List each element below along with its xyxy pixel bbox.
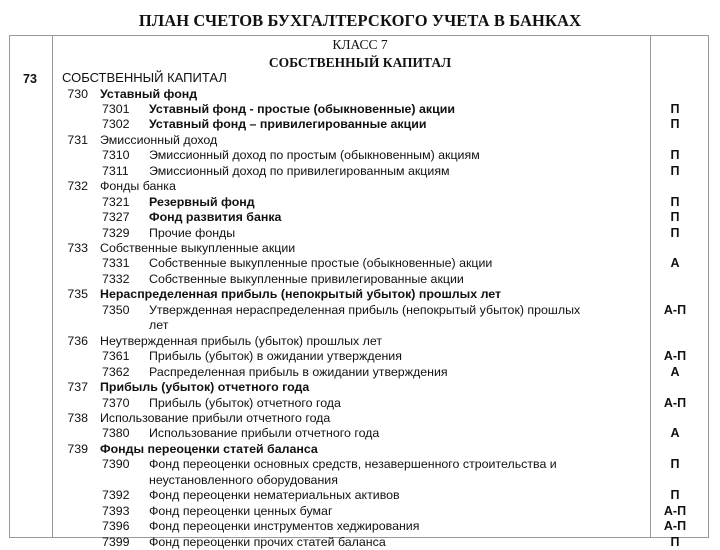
account-type: П — [670, 101, 680, 116]
class-number: КЛАСС 7 — [332, 37, 388, 52]
group-name: Использование прибыли отчетного года — [100, 410, 331, 425]
account-row — [0, 210, 720, 225]
account-name: Резервный фонд — [149, 194, 255, 209]
account-code: 7361 — [102, 349, 130, 364]
account-row — [0, 457, 720, 472]
account-row — [0, 365, 720, 380]
account-group-row — [0, 241, 720, 256]
account-row — [0, 117, 720, 132]
account-type: А-П — [663, 349, 687, 364]
group-name: Уставный фонд — [100, 86, 198, 101]
account-code: 7362 — [102, 364, 130, 379]
group-name: Прибыль (убыток) отчетного года — [100, 380, 310, 395]
account-name: Фонд переоценки инструментов хеджирования — [149, 519, 420, 534]
account-code: 7301 — [102, 101, 130, 116]
account-type: А-П — [663, 519, 687, 534]
group-name: Собственные выкупленные акции — [100, 241, 296, 255]
group-code: 736 — [67, 333, 88, 348]
account-type: П — [670, 488, 680, 503]
account-code: 7390 — [102, 457, 130, 472]
group-code: 738 — [67, 410, 88, 425]
account-type: А — [670, 426, 680, 441]
account-name: Собственные выкупленные простые (обыкновенные) акции — [149, 256, 493, 271]
class-name: СОБСТВЕННЫЙ КАПИТАЛ — [268, 55, 452, 70]
account-group-row — [0, 87, 720, 102]
account-group-row — [0, 411, 720, 426]
account-name: Уставный фонд - простые (обыкновенные) акции — [149, 101, 455, 116]
account-row — [0, 349, 720, 364]
account-name: Утвержденная нераспределенная прибыль (непокрытый убыток) прошлых — [149, 302, 581, 317]
account-name: Собственные выкупленные привилегированные акции — [149, 271, 464, 286]
group-code: 735 — [67, 287, 88, 302]
account-type: П — [670, 225, 680, 240]
account-name: Фонд переоценки нематериальных активов — [149, 488, 400, 503]
account-row — [0, 535, 720, 550]
account-code: 7392 — [102, 488, 130, 503]
account-row — [0, 318, 720, 333]
account-row — [0, 303, 720, 318]
account-code: 7302 — [102, 117, 130, 132]
account-type: А-П — [663, 302, 687, 317]
account-type: П — [670, 194, 680, 209]
group-code: 737 — [67, 380, 88, 395]
account-code: 7311 — [102, 163, 129, 178]
account-type: А-П — [663, 503, 687, 518]
account-name-continuation: лет — [149, 318, 169, 333]
account-name: Фонд переоценки прочих статей баланса — [149, 534, 386, 549]
group-code: 730 — [67, 86, 88, 101]
account-code: 7329 — [102, 225, 130, 240]
account-name: Распределенная прибыль в ожидании утверждения — [149, 364, 448, 379]
account-row — [0, 519, 720, 534]
account-row — [0, 226, 720, 241]
account-group-row — [0, 287, 720, 302]
account-name: Фонд переоценки основных средств, незавершенного строительства и — [149, 457, 557, 472]
group-code: 733 — [67, 241, 88, 255]
account-row — [0, 256, 720, 271]
account-code: 7327 — [102, 210, 130, 225]
account-group-row — [0, 179, 720, 194]
account-row — [0, 164, 720, 179]
account-row — [0, 148, 720, 163]
account-code: 7370 — [102, 395, 130, 410]
account-name: Использование прибыли отчетного года — [149, 426, 380, 441]
account-name: Прибыль (убыток) отчетного года — [149, 395, 341, 410]
account-code: 7332 — [102, 271, 130, 286]
account-type: П — [670, 117, 680, 132]
account-name: Прибыль (убыток) в ожидании утверждения — [149, 349, 402, 364]
account-group-row — [0, 334, 720, 349]
section-name: СОБСТВЕННЫЙ КАПИТАЛ — [62, 70, 227, 85]
account-row — [0, 426, 720, 441]
group-name: Фонды банка — [100, 179, 176, 194]
group-code: 731 — [67, 132, 88, 147]
account-name: Фонд переоценки ценных бумаг — [149, 503, 333, 518]
account-name-continuation: неустановленного оборудования — [149, 472, 338, 487]
account-group-row — [0, 442, 720, 457]
account-code: 7380 — [102, 426, 130, 441]
account-row — [0, 488, 720, 503]
account-type: А — [670, 256, 680, 271]
account-name: Эмиссионный доход по простым (обыкновенным) акциям — [149, 148, 480, 163]
account-type: П — [670, 210, 680, 225]
account-name: Прочие фонды — [149, 225, 236, 240]
account-row — [0, 195, 720, 210]
account-row — [0, 473, 720, 488]
account-row — [0, 396, 720, 411]
account-type: П — [670, 148, 680, 163]
account-code: 7331 — [102, 256, 130, 271]
section-code: 73 — [23, 72, 37, 86]
account-group-row — [0, 133, 720, 148]
group-code: 739 — [67, 441, 88, 456]
group-name: Неутвержденная прибыль (убыток) прошлых лет — [100, 333, 383, 348]
account-code: 7310 — [102, 148, 130, 163]
group-code: 732 — [67, 179, 88, 194]
account-code: 7393 — [102, 503, 130, 518]
account-code: 7350 — [102, 302, 130, 317]
account-name: Эмиссионный доход по привилегированным акциям — [149, 163, 450, 178]
group-name: Фонды переоценки статей баланса — [100, 441, 318, 456]
group-name: Нераспределенная прибыль (непокрытый убыток) прошлых лет — [100, 287, 502, 302]
account-row — [0, 272, 720, 287]
account-type: А-П — [663, 395, 687, 410]
account-code: 7321 — [102, 194, 130, 209]
account-code: 7399 — [102, 534, 130, 549]
account-type: П — [670, 534, 680, 549]
page-title: ПЛАН СЧЕТОВ БУХГАЛТЕРСКОГО УЧЕТА В БАНКАХ — [138, 11, 582, 30]
account-code: 7396 — [102, 519, 130, 534]
group-name: Эмиссионный доход — [100, 132, 218, 147]
account-row — [0, 102, 720, 117]
account-name: Фонд развития банка — [149, 210, 282, 225]
account-type: П — [670, 163, 680, 178]
account-type: П — [670, 457, 680, 472]
account-name: Уставный фонд – привилегированные акции — [149, 117, 427, 132]
account-group-row — [0, 380, 720, 395]
account-type: А — [670, 364, 680, 379]
account-row — [0, 504, 720, 519]
